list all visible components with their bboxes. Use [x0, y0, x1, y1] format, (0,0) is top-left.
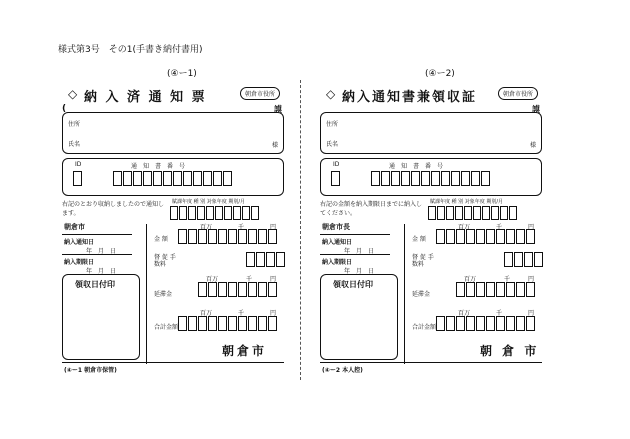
receipt-stamp-box [320, 274, 398, 360]
notice-date-label: 納入通知日 [322, 239, 353, 246]
due-date-value: 年 月 日 [344, 268, 375, 275]
digit-cells [504, 252, 544, 267]
address-box [320, 112, 542, 154]
digit-cells [73, 171, 83, 186]
unit-yen: 円 [270, 224, 277, 231]
digit-cells [371, 171, 491, 186]
late-fee-label: 延滞金 [154, 291, 173, 298]
unit-yen: 円 [270, 276, 277, 283]
cut-line [300, 80, 301, 380]
fee-label: 督 促 手数料 [412, 254, 434, 268]
office-label: 朝倉市役所 [498, 87, 538, 100]
payment-notice-form [320, 84, 542, 372]
unit-thousand: 千 [496, 310, 503, 317]
unit-million: 百万 [206, 276, 219, 283]
panel-number: (④ー1) [167, 69, 197, 79]
digit-cells [436, 229, 536, 244]
total-label: 合計金額 [154, 324, 179, 331]
amount-label: 金 額 [154, 236, 168, 243]
notice-date-value: 年 月 日 [344, 248, 375, 255]
receipt-notice-form [62, 84, 284, 372]
panel-number: (④ー2) [425, 69, 455, 79]
digit-cells [331, 171, 341, 186]
name-label: 氏名 [326, 141, 339, 148]
due-date-label: 納入期限日 [322, 259, 353, 266]
year-header: 賦課年度 種 別 対象年度 期別/月 [172, 199, 246, 205]
unit-million: 百万 [200, 310, 213, 317]
address-label: 住所 [326, 121, 339, 128]
digit-cells [178, 316, 278, 331]
unit-yen: 円 [528, 310, 535, 317]
notice-text: 右記の金額を納入期限日までに納入してください。 [320, 201, 423, 217]
honorific-label: 様 [271, 142, 278, 149]
unit-million: 百万 [458, 310, 471, 317]
city-stamp: 朝 倉 市 [480, 344, 540, 358]
address-label: 住所 [68, 121, 81, 128]
id-box [320, 158, 542, 196]
receipt-stamp-box [62, 274, 140, 360]
form-footer: (④ー2 本人控) [322, 367, 363, 374]
notice-date-label: 納入通知日 [64, 239, 95, 246]
unit-million: 百万 [200, 224, 213, 231]
city-stamp: 朝倉市 [222, 344, 268, 358]
unit-million: 百万 [458, 224, 471, 231]
fee-label: 督 促 手数料 [154, 254, 176, 268]
form-header [62, 84, 284, 104]
form-title: 納 入 済 通 知 票 [84, 90, 207, 105]
total-label: 合計金額 [412, 324, 437, 331]
digit-cells [178, 229, 278, 244]
form-footer: (④ー1 朝倉市保管) [64, 367, 117, 374]
year-header: 賦課年度 種 別 対象年度 期別/月 [430, 199, 504, 205]
corner-mark: 謨 [274, 105, 282, 114]
digit-cells [436, 316, 536, 331]
unit-yen: 円 [528, 276, 535, 283]
amount-label: 金 額 [412, 236, 426, 243]
digit-cells [456, 282, 536, 297]
digit-cells [428, 206, 518, 220]
unit-thousand: 千 [496, 224, 503, 231]
form-header [320, 84, 542, 104]
city-emblem-icon: ◇ [326, 87, 336, 101]
notice-text: 右記のとおり収納しましたので通知します。 [62, 201, 165, 217]
notice-number-label: 通 知 書 番 号 [389, 163, 444, 170]
notice-date-value: 年 月 日 [86, 248, 117, 255]
digit-cells [170, 206, 260, 220]
form-title: 納入通知書兼領収証 [342, 90, 478, 105]
receipt-stamp-label: 領収日付印 [333, 280, 373, 289]
due-date-label: 納入期限日 [64, 259, 95, 266]
unit-yen: 円 [270, 310, 277, 317]
due-date-value: 年 月 日 [86, 268, 117, 275]
id-box [62, 158, 284, 196]
late-fee-label: 延滞金 [412, 291, 431, 298]
honorific-label: 様 [529, 142, 536, 149]
unit-thousand: 千 [246, 276, 253, 283]
unit-million: 百万 [464, 276, 477, 283]
office-label: 朝倉市役所 [240, 87, 280, 100]
unit-thousand: 千 [238, 310, 245, 317]
city-name: 朝倉市長 [322, 223, 350, 231]
corner-mark: 謨 [532, 105, 540, 114]
city-emblem-icon: ◇ [68, 87, 78, 101]
name-label: 氏名 [68, 141, 81, 148]
digit-cells [198, 282, 278, 297]
digit-cells [113, 171, 233, 186]
id-label: ID [75, 161, 82, 168]
unit-thousand: 千 [238, 224, 245, 231]
digit-cells [246, 252, 286, 267]
document-title: 様式第3号 その1(手書き納付書用) [58, 45, 203, 55]
unit-thousand: 千 [504, 276, 511, 283]
notice-number-label: 通 知 書 番 号 [131, 163, 186, 170]
city-name: 朝倉市 [64, 223, 85, 231]
bracket-mark: ( [62, 104, 67, 114]
receipt-stamp-label: 領収日付印 [75, 280, 115, 289]
id-label: ID [333, 161, 340, 168]
address-box [62, 112, 284, 154]
unit-yen: 円 [528, 224, 535, 231]
